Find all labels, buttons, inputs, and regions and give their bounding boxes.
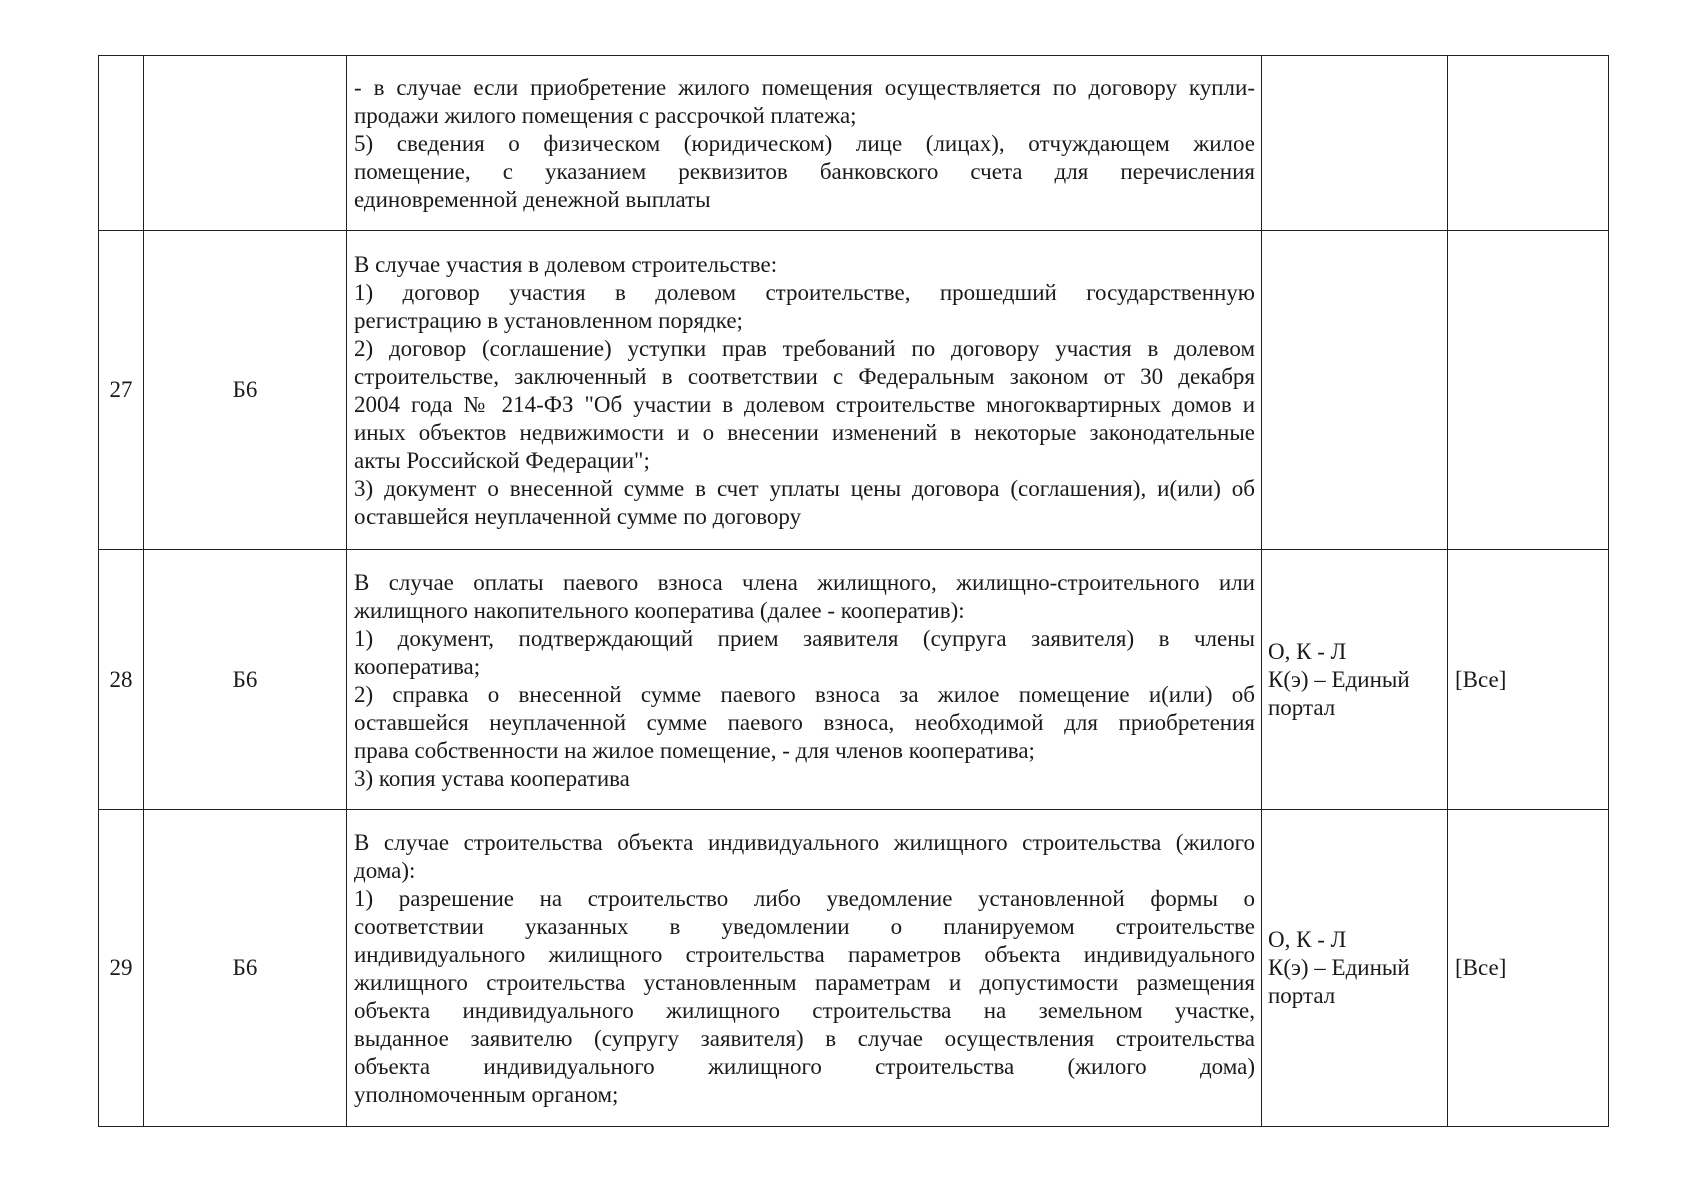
- row-number-cell: 28: [99, 550, 144, 810]
- row-code-cell: Б6: [144, 231, 347, 550]
- text-line: права собственности на жилое помещение, - для членов кооператива;: [354, 737, 1035, 763]
- table-row: [99, 231, 1609, 550]
- text-line: 2004 года № 214-ФЗ "Об участии в долевом строительстве многоквартирных домов и: [354, 392, 1255, 417]
- row-number-cell: 27: [99, 231, 144, 550]
- row-number-cell: 29: [99, 810, 144, 1127]
- text-line: строительстве, заключенный в соответствии с Федеральным законом от 30 декабря: [354, 364, 1255, 389]
- row-text-cell: [347, 810, 1262, 1127]
- text-line: В случае оплаты паевого взноса члена жилищного, жилищно-строительного или: [354, 569, 1255, 595]
- row-code-cell: [144, 56, 347, 231]
- text-line: 1) разрешение на строительство либо уведомление установленной формы о: [354, 886, 1255, 911]
- row-form-cell: [1262, 810, 1448, 1127]
- text-line: иных объектов недвижимости и о внесении изменений в некоторые законодательные: [354, 420, 1255, 445]
- text-line: индивидуального жилищного строительства параметров объекта индивидуального: [354, 942, 1255, 967]
- text-line: В случае участия в долевом строительстве:: [354, 252, 778, 277]
- row-scope-cell: [1448, 56, 1609, 231]
- row-form-cell: [1262, 550, 1448, 810]
- text-line: регистрацию в установленном порядке;: [354, 308, 743, 333]
- text-line: объекта индивидуального жилищного строительства (жилого дома): [354, 1054, 1255, 1079]
- text-line: оставшейся неуплаченной сумме по договору: [354, 504, 802, 529]
- text-line: 3) документ о внесенной сумме в счет уплаты цены договора (соглашения), и(или) об: [354, 476, 1255, 501]
- row-text-cell: [347, 231, 1262, 550]
- row-number-cell: [99, 56, 144, 231]
- row-text-cell: [347, 550, 1262, 810]
- text-line: 2) договор (соглашение) уступки прав требований по договору участия в долевом: [354, 336, 1255, 361]
- row-scope-cell: [Все]: [1448, 810, 1609, 1127]
- row-code-cell: Б6: [144, 810, 347, 1127]
- text-line: 1) договор участия в долевом строительстве, прошедший государственную: [354, 280, 1255, 305]
- row-code-cell: Б6: [144, 550, 347, 810]
- form-line: К(э) – Единый: [1268, 666, 1410, 692]
- form-line: О, К - Л: [1268, 927, 1347, 952]
- text-line: жилищного накопительного кооператива (далее - кооператив):: [354, 597, 965, 623]
- text-line: 2) справка о внесенной сумме паевого взноса за жилое помещение и(или) об: [354, 681, 1255, 707]
- text-line: акты Российской Федерации";: [354, 448, 650, 473]
- row-form-cell: [1262, 231, 1448, 550]
- documents-table: [98, 55, 1609, 1127]
- text-line: 5) сведения о физическом (юридическом) лице (лицах), отчуждающем жилое: [354, 131, 1255, 156]
- text-line: В случае строительства объекта индивидуального жилищного строительства (жилого: [354, 830, 1255, 855]
- text-line: объекта индивидуального жилищного строительства на земельном участке,: [354, 998, 1255, 1023]
- table-row: [99, 550, 1609, 810]
- text-line: выданное заявителю (супругу заявителя) в случае осуществления строительства: [354, 1026, 1255, 1051]
- row-scope-cell: [Все]: [1448, 550, 1609, 810]
- text-line: - в случае если приобретение жилого помещения осуществляется по договору купли-: [354, 75, 1255, 100]
- form-line: портал: [1268, 694, 1336, 720]
- form-line: О, К - Л: [1268, 638, 1347, 664]
- row-form-cell: [1262, 56, 1448, 231]
- text-line: 3) копия устава кооператива: [354, 765, 630, 791]
- text-line: оставшейся неуплаченной сумме паевого взноса, необходимой для приобретения: [354, 709, 1255, 735]
- form-line: портал: [1268, 983, 1336, 1008]
- row-text-cell: [347, 56, 1262, 231]
- text-line: продажи жилого помещения с рассрочкой платежа;: [354, 103, 857, 128]
- text-line: соответствии указанных в уведомлении о планируемом строительстве: [354, 914, 1255, 939]
- text-line: 1) документ, подтверждающий прием заявителя (супруга заявителя) в члены: [354, 625, 1255, 651]
- text-line: помещение, с указанием реквизитов банковского счета для перечисления: [354, 159, 1255, 184]
- form-line: К(э) – Единый: [1268, 955, 1410, 980]
- table-row: [99, 810, 1609, 1127]
- table-row: [99, 56, 1609, 231]
- text-line: жилищного строительства установленным параметрам и допустимости размещения: [354, 970, 1255, 995]
- text-line: единовременной денежной выплаты: [354, 187, 711, 212]
- row-scope-cell: [1448, 231, 1609, 550]
- text-line: уполномоченным органом;: [354, 1082, 619, 1107]
- text-line: кооператива;: [354, 653, 481, 679]
- text-line: дома):: [354, 858, 416, 883]
